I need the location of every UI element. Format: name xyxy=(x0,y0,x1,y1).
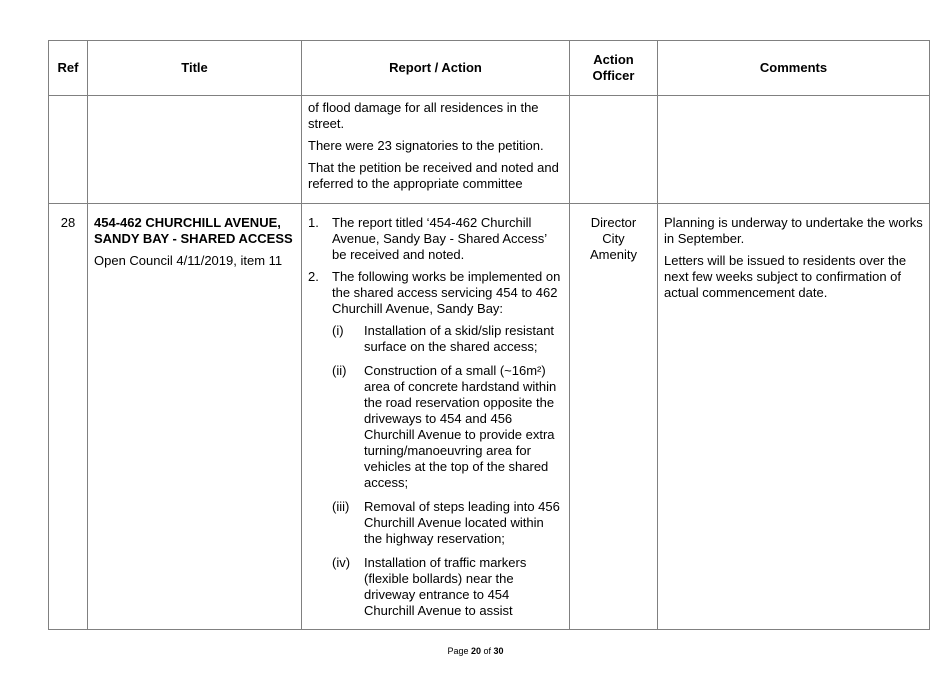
action-text: The report titled ‘454-462 Churchill Avenue, Sandy Bay - Shared Access’ be received and noted. xyxy=(332,215,547,262)
header-officer-line2: Officer xyxy=(592,68,635,83)
table-row-continued xyxy=(49,96,930,204)
sub-action-text: Installation of traffic markers (flexible bollards) near the driveway entrance to 454 Churchill Avenue to assist xyxy=(364,555,527,618)
action-number: 2. xyxy=(308,269,319,284)
comment-para-1: Planning is underway to undertake the works in September. xyxy=(664,215,923,246)
footer-page-label: Page xyxy=(447,646,469,656)
action-text: The following works be implemented on the shared access servicing 454 to 462 Churchill Avenue, Sandy Bay: xyxy=(332,269,561,316)
cont-para-1: of flood damage for all residences in the street. xyxy=(308,100,539,131)
action-list xyxy=(308,215,563,619)
sub-action-item xyxy=(332,555,563,619)
footer-current-page: 20 xyxy=(470,646,481,656)
header-report: Report / Action xyxy=(302,41,570,96)
item-title: 454-462 CHURCHILL AVENUE, SANDY BAY - SHARED ACCESS xyxy=(94,215,293,246)
cont-para-3: That the petition be received and noted and referred to the appropriate committee xyxy=(308,160,559,191)
footer-of-label: of xyxy=(483,646,492,656)
item-ref: 28 xyxy=(60,215,76,230)
officer-line3: Amenity xyxy=(590,247,637,262)
sub-action-number: (iii) xyxy=(332,499,350,514)
sub-action-number: (i) xyxy=(332,323,344,338)
sub-action-list xyxy=(332,323,563,619)
cont-ref-cell xyxy=(49,96,88,204)
item-ref-cell xyxy=(49,204,88,630)
cont-para-2: There were 23 signatories to the petition. xyxy=(308,138,544,153)
sub-action-number: (iv) xyxy=(332,555,351,570)
action-item xyxy=(308,215,563,263)
table-header-row xyxy=(49,41,930,96)
sub-action-item xyxy=(332,323,563,355)
action-officer xyxy=(570,215,657,263)
header-officer xyxy=(570,41,658,96)
item-source: Open Council 4/11/2019, item 11 xyxy=(94,253,283,268)
header-title: Title xyxy=(88,41,302,96)
officer-line1: Director xyxy=(590,215,637,230)
sub-action-text: Construction of a small (~16m²) area of concrete hardstand within the road reservation opposite the driveways to 454 and 456 Churchill Avenue to provide extra turning/manoeuvring area for vehicles at the top of the shared access; xyxy=(364,363,557,490)
sub-action-number: (ii) xyxy=(332,363,347,378)
officer-line2: City xyxy=(602,231,625,246)
item-report-cell xyxy=(302,204,570,630)
action-item xyxy=(308,269,563,619)
sub-action-item xyxy=(332,363,563,491)
item-officer-cell xyxy=(570,204,658,630)
comment-para-2: Letters will be issued to residents over the next few weeks subject to confirmation of actual commencement date. xyxy=(664,253,907,300)
cont-title-cell xyxy=(88,96,302,204)
cont-officer-cell xyxy=(570,96,658,204)
sub-action-text: Removal of steps leading into 456 Churchill Avenue located within the highway reservation; xyxy=(364,499,560,546)
footer-total-pages: 30 xyxy=(493,646,504,656)
sub-action-text: Installation of a skid/slip resistant surface on the shared access; xyxy=(364,323,555,354)
minutes-table xyxy=(48,40,930,630)
sub-action-item xyxy=(332,499,563,547)
header-comments: Comments xyxy=(658,41,930,96)
table-row-item-28 xyxy=(49,204,930,630)
action-number: 1. xyxy=(308,215,319,230)
cont-comments-cell xyxy=(658,96,930,204)
page-footer xyxy=(0,646,951,656)
header-ref: Ref xyxy=(49,41,88,96)
cont-report-cell xyxy=(302,96,570,204)
item-title-cell xyxy=(88,204,302,630)
header-officer-line1: Action xyxy=(593,52,634,67)
item-comments-cell xyxy=(658,204,930,630)
